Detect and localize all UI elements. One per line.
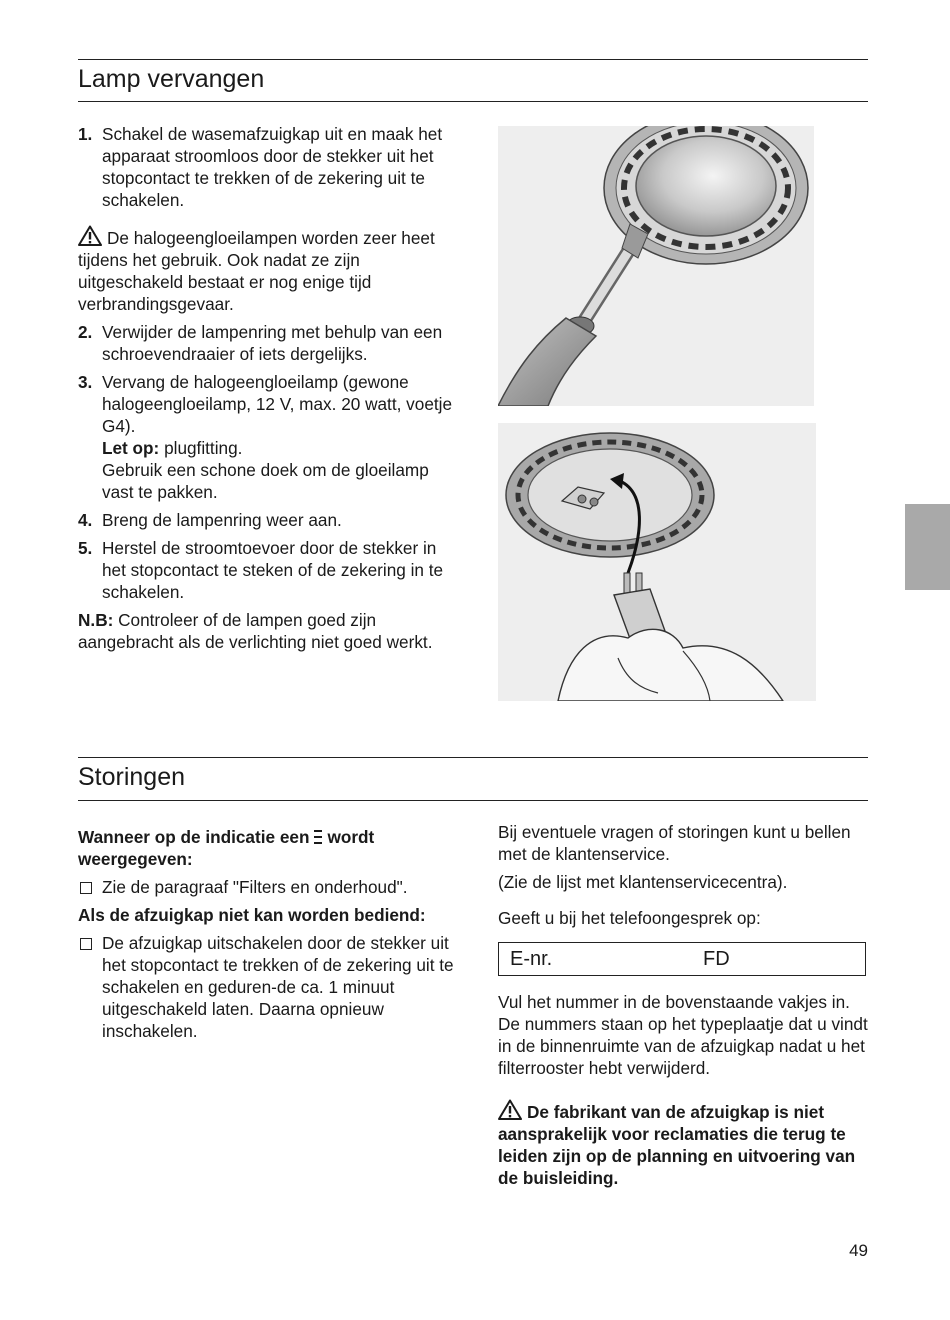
- step-text: Vervang de halogeengloeilamp (gewone halogeengloeilamp, 12 V, max. 20 watt, voetje G4).: [102, 372, 453, 436]
- liability-warning-text: De fabrikant van de afzuigkap is niet aansprakelijk voor reclamaties die terug te leiden zijn op de planning en uitvoering van de buisleiding.: [498, 1102, 856, 1188]
- step-text: Verwijder de lampenring met behulp van een schroevendraaier of iets dergelijks.: [102, 322, 443, 364]
- section-rule-bottom: [78, 800, 868, 801]
- nb-note: [78, 609, 458, 653]
- nb-label: N.B:: [78, 610, 114, 630]
- section-title-lamp: Lamp vervangen: [78, 65, 265, 93]
- top-rule: [78, 59, 868, 60]
- step-extra: Gebruik een schone doek om de gloeilamp vast te pakken.: [102, 460, 429, 502]
- step-1: [78, 123, 458, 211]
- chapter-tab-marker: [905, 504, 950, 590]
- service-paragraph: Bij eventuele vragen of storingen kunt u bellen met de klantenservice.: [498, 822, 851, 864]
- step-text: Herstel de stroomtoevoer door de stekker in het stopcontact te steken of de zekering in te schakelen.: [102, 538, 444, 602]
- typeplate-paragraph: Vul het nummer in de bovenstaande vakjes in. De nummers staan op het typeplaatje dat u vindt in de binnenruimte van de afzuigkap nadat u het filterrooster hebt verwijderd.: [498, 992, 868, 1078]
- checkbox-bullet-icon: [80, 938, 92, 950]
- step-text: Breng de lampenring weer aan.: [102, 510, 342, 530]
- title-underline: [78, 101, 868, 102]
- lamp-instructions: [78, 123, 458, 653]
- page-number: 49: [849, 1241, 868, 1260]
- step-note: [102, 437, 458, 459]
- section-title-storingen: Storingen: [78, 763, 186, 791]
- note-text: plugfitting.: [164, 438, 243, 458]
- filter-indicator-icon: [311, 828, 325, 846]
- list-item: [78, 876, 458, 898]
- not-operable-heading: Als de afzuigkap niet kan worden bediend:: [78, 905, 426, 925]
- step-number: 2.: [78, 322, 93, 342]
- warning-triangle-icon: [78, 225, 102, 246]
- step-number: 5.: [78, 538, 93, 558]
- step-number: 3.: [78, 372, 93, 392]
- liability-warning: [498, 1099, 870, 1189]
- nb-text: Controleer of de lampen goed zijn aangebracht als de verlichting niet goed werkt.: [78, 610, 433, 652]
- step-number: 4.: [78, 510, 93, 530]
- step-3: [78, 371, 458, 503]
- step-text: Schakel de wasemafzuigkap uit en maak het apparaat stroomloos door de stekker uit het stopcontact te trekken of de zekering uit te schakelen.: [102, 124, 443, 210]
- warning-triangle-icon: [498, 1099, 522, 1120]
- indicator-heading: [78, 826, 458, 870]
- step-number: 1.: [78, 124, 93, 144]
- list-item-text: De afzuigkap uitschakelen door de stekker uit het stopcontact te trekken of de zekering uit te schakelen en geduren-de ca. 1 minuut uitgeschakeld laten. Daarna opnieuw inschakelen.: [102, 933, 454, 1041]
- step-4: [78, 509, 458, 531]
- heading-text-after: wordt weergegeven:: [78, 827, 375, 869]
- fd-label: FD: [703, 948, 730, 970]
- note-label: Let op:: [102, 438, 160, 458]
- list-item-text: Zie de paragraaf "Filters en onderhoud".: [102, 877, 408, 897]
- section-rule-top: [78, 757, 868, 758]
- phone-info-paragraph: Geeft u bij het telefoongesprek op:: [498, 908, 761, 928]
- enr-fd-field: [498, 942, 866, 976]
- list-item: [78, 932, 458, 1042]
- heading-text-before: Wanneer op de indicatie een: [78, 827, 310, 847]
- halogen-bulb-replacement-illustration: [498, 423, 816, 701]
- step-5: [78, 537, 458, 603]
- screwdriver-lamp-ring-illustration: [498, 126, 814, 406]
- enr-label: E-nr.: [510, 948, 553, 970]
- storingen-right-column: [498, 821, 870, 1189]
- storingen-left-column: [78, 826, 458, 1042]
- warning-text: De halogeengloeilampen worden zeer heet tijdens het gebruik. Ook nadat ze zijn uitgeschakeld bestaat er nog enige tijd verbrandingsgevaar.: [78, 228, 435, 314]
- warning-block: [78, 225, 458, 315]
- service-list-note: (Zie de lijst met klantenservicecentra).: [498, 872, 788, 892]
- step-2: [78, 321, 458, 365]
- checkbox-bullet-icon: [80, 882, 92, 894]
